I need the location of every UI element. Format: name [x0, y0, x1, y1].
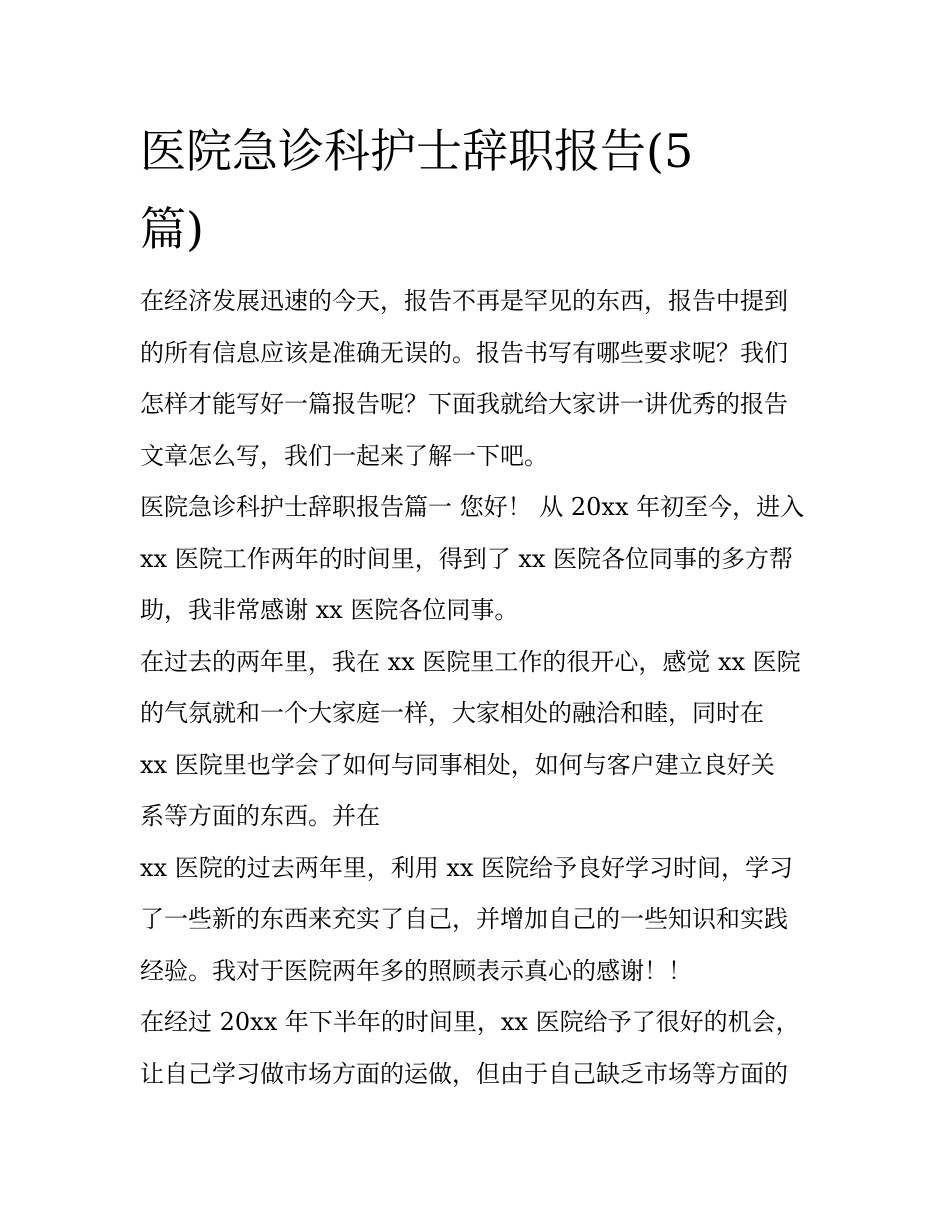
document-title: [140, 112, 820, 268]
text-line: 在经过 20xx 年下半年的时间里，xx 医院给予了很好的机会，: [140, 1008, 800, 1036]
text-line: 经验。我对于医院两年多的照顾表示真心的感谢！！: [140, 956, 692, 985]
text-line: 的所有信息应该是准确无误的。报告书写有哪些要求呢？我们: [140, 338, 788, 367]
text-line: xx 医院里也学会了如何与同事相处，如何与客户建立良好关: [140, 750, 775, 779]
paragraph-greeting: [140, 482, 816, 637]
text-line: 怎样才能写好一篇报告呢？下面我就给大家讲一讲优秀的报告: [140, 390, 788, 418]
text-line: 在过去的两年里，我在 xx 医院里工作的很开心，感觉 xx 医院: [140, 647, 801, 676]
text-line: xx 医院工作两年的时间里，得到了 xx 医院各位同事的多方帮: [140, 544, 794, 573]
paragraph-learning: [140, 843, 816, 998]
text-line: 让自己学习做市场方面的运做，但由于自己缺乏市场等方面的: [140, 1059, 788, 1088]
text-line: 了一些新的东西来充实了自己，并增加自己的一些知识和实践: [140, 905, 788, 933]
text-line: 助，我非常感谢 xx 医院各位同事。: [140, 596, 519, 624]
text-line: 文章怎么写，我们一起来了解一下吧。: [140, 441, 548, 470]
text-line: 在经济发展迅速的今天，报告不再是罕见的东西，报告中提到: [140, 287, 788, 315]
text-line: 的气氛就和一个大家庭一样，大家相处的融洽和睦，同时在: [140, 699, 764, 727]
paragraph-past-two-years: [140, 637, 816, 843]
title-line: 医院急诊科护士辞职报告(5: [140, 124, 694, 178]
paragraph-market: [140, 997, 816, 1100]
paragraph-intro: [140, 276, 816, 482]
document-body: [140, 276, 816, 1100]
text-line: 医院急诊科护士辞职报告篇一 您好！ 从 20xx 年初至今，进入: [140, 493, 805, 521]
text-line: xx 医院的过去两年里，利用 xx 医院给予良好学习时间，学习: [140, 853, 794, 882]
title-line: 篇): [140, 202, 204, 256]
text-line: 系等方面的东西。并在: [140, 802, 380, 830]
